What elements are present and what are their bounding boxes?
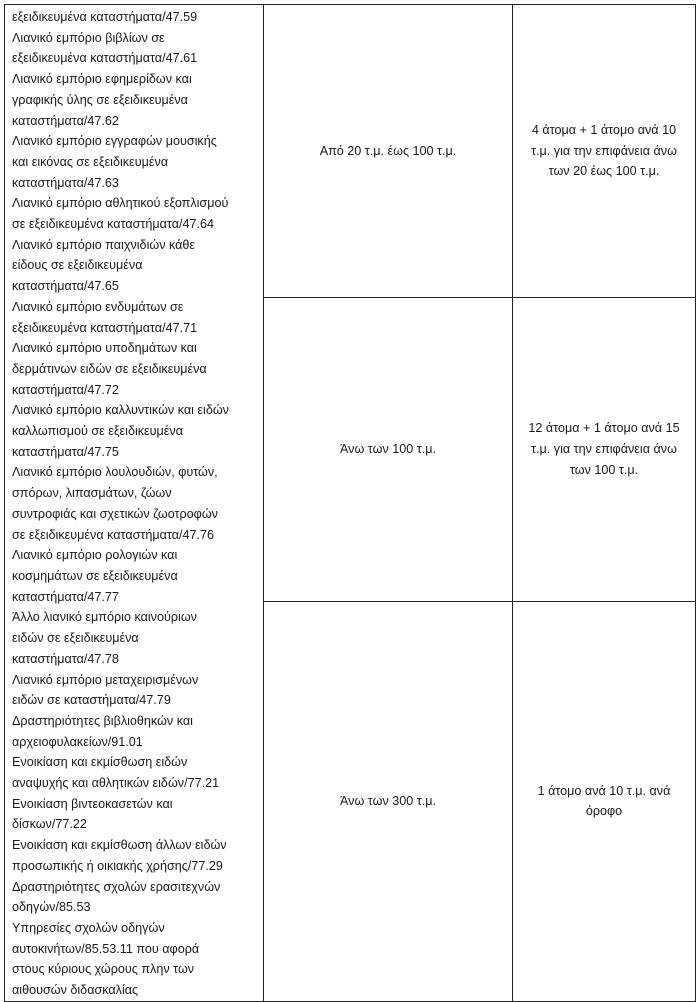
staff-cell xyxy=(513,5,696,298)
activity-line: αρχειοφυλακείων/91.01 xyxy=(12,734,143,749)
activity-line: σπόρων, λιπασμάτων, ζώων xyxy=(12,486,172,501)
activity-line: Λιανικό εμπόριο αθλητικού εξοπλισμού xyxy=(12,196,229,211)
area-text: Άνω των 100 τ.μ. xyxy=(340,442,436,457)
activity-line: εξειδικευμένα καταστήματα/47.61 xyxy=(12,51,198,66)
activity-line: Λιανικό εμπόριο μεταχειρισμένων xyxy=(12,672,199,687)
activity-line: γραφικής ύλης σε εξειδικευμένα xyxy=(12,92,188,107)
activity-line: ειδών σε εξειδικευμένα xyxy=(12,631,139,646)
activity-line: καταστήματα/47.72 xyxy=(12,382,119,397)
activity-line: Ενοικίαση βιντεοκασετών και xyxy=(12,796,173,811)
activity-line: ειδών σε καταστήματα/47.79 xyxy=(12,693,171,708)
activity-line: Λιανικό εμπόριο καλλυντικών και ειδών xyxy=(12,403,229,418)
activity-line: Λιανικό εμπόριο βιβλίων σε xyxy=(12,30,165,45)
activity-line: Λιανικό εμπόριο εφημερίδων και xyxy=(12,72,192,87)
activities-cell xyxy=(5,5,264,1002)
activity-line: οδηγών/85.53 xyxy=(12,900,91,915)
activity-line: αιθουσών διδασκαλίας xyxy=(12,983,139,998)
activity-line: αναψυχής και αθλητικών ειδών/77.21 xyxy=(12,776,220,791)
area-cell xyxy=(264,298,513,602)
activity-line: Λιανικό εμπόριο εγγραφών μουσικής xyxy=(12,134,217,149)
activity-line: Λιανικό εμπόριο ρολογιών και xyxy=(12,548,178,563)
activity-line: καταστήματα/47.62 xyxy=(12,113,119,128)
activity-line: καταστήματα/47.75 xyxy=(12,444,119,459)
activity-line: αυτοκινήτων/85.53.11 που αφορά xyxy=(12,941,200,956)
activity-line: Άλλο λιανικό εμπόριο καινούριων xyxy=(12,610,197,625)
activity-line: σε εξειδικευμένα καταστήματα/47.76 xyxy=(12,527,214,542)
activity-line: στους κύριους χώρους πλην των xyxy=(12,962,195,977)
activity-line: καταστήματα/47.63 xyxy=(12,175,119,190)
activity-line: Λιανικό εμπόριο υποδημάτων και xyxy=(12,341,197,356)
table-row xyxy=(5,5,696,298)
activity-line: Ενοικίαση και εκμίσθωση ειδών xyxy=(12,755,188,770)
activity-line: καλλωπισμού σε εξειδικευμένα xyxy=(12,424,183,439)
activity-line: και εικόνας σε εξειδικευμένα xyxy=(12,154,169,169)
staff-cell xyxy=(513,601,696,1001)
activity-line: συντροφιάς και σχετικών ζωοτροφών xyxy=(12,506,218,521)
activity-line: καταστήματα/47.78 xyxy=(12,651,119,666)
activity-line: σε εξειδικευμένα καταστήματα/47.64 xyxy=(12,217,214,232)
area-cell xyxy=(264,5,513,298)
activity-line: καταστήματα/47.65 xyxy=(12,279,119,294)
activity-line: εξειδικευμένα καταστήματα/47.59 xyxy=(12,10,198,24)
staff-cell xyxy=(513,298,696,602)
activity-line: Υπηρεσίες σχολών οδηγών xyxy=(12,920,165,935)
capacity-table xyxy=(4,4,696,1002)
activity-line: είδους σε εξειδικευμένα xyxy=(12,258,143,273)
activity-line: Δραστηριότητες σχολών ερασιτεχνών xyxy=(12,879,221,894)
area-text: Άνω των 300 τ.μ. xyxy=(340,793,436,808)
staff-text: 4 άτομα + 1 άτομο ανά 10 τ.μ. για την επιφάνεια άνω των 20 έως 100 τ.μ. xyxy=(531,123,677,179)
activity-line: προσωπικής ή οικιακής χρήσης/77.29 xyxy=(12,858,223,873)
activity-line: καταστήματα/47.77 xyxy=(12,589,119,604)
activity-line: Δραστηριότητες βιβλιοθηκών και xyxy=(12,713,193,728)
activity-line: Λιανικό εμπόριο παιχνιδιών κάθε xyxy=(12,237,196,252)
activity-line: δερμάτινων ειδών σε εξειδικευμένα xyxy=(12,361,207,376)
activities-list xyxy=(12,7,259,1001)
staff-text: 1 άτομο ανά 10 τ.μ. ανά όροφο xyxy=(537,783,671,819)
activity-line: Ενοικίαση και εκμίσθωση άλλων ειδών xyxy=(12,838,227,853)
activity-line: Λιανικό εμπόριο λουλουδιών, φυτών, xyxy=(12,465,218,480)
area-text: Από 20 τ.μ. έως 100 τ.μ. xyxy=(319,143,457,158)
activity-line: δίσκων/77.22 xyxy=(12,817,87,832)
activity-line: κοσμημάτων σε εξειδικευμένα xyxy=(12,568,178,583)
staff-text: 12 άτομα + 1 άτομο ανά 15 τ.μ. για την επιφάνεια άνω των 100 τ.μ. xyxy=(528,421,680,477)
area-cell xyxy=(264,601,513,1001)
activity-line: Λιανικό εμπόριο ενδυμάτων σε xyxy=(12,299,184,314)
activity-line: εξειδικευμένα καταστήματα/47.71 xyxy=(12,320,198,335)
